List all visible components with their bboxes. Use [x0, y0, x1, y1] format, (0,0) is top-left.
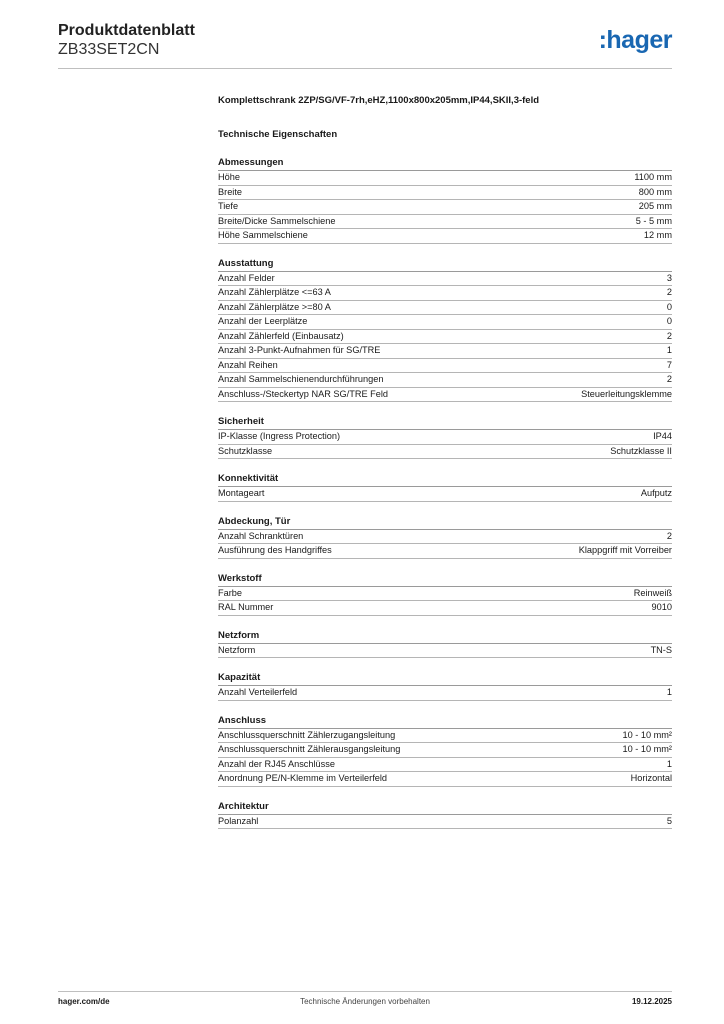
- property-value: 0: [666, 316, 672, 326]
- property-row: [218, 587, 672, 602]
- property-section: [218, 672, 672, 701]
- property-row: [218, 301, 672, 316]
- property-section: [218, 801, 672, 830]
- property-label: Anschluss-/Steckertyp NAR SG/TRE Feld: [218, 388, 389, 399]
- property-label: Höhe: [218, 172, 240, 182]
- property-row: [218, 530, 672, 545]
- property-label: Breite: [218, 186, 243, 197]
- property-label: Anzahl Sammelschienendurchführungen: [218, 374, 384, 384]
- page-footer: [58, 997, 672, 1009]
- property-row: [218, 601, 672, 616]
- property-row: [218, 644, 672, 659]
- property-label: Montageart: [218, 488, 265, 498]
- property-label: Anzahl der Leerplätze: [218, 316, 308, 326]
- section-title: Ausstattung: [218, 258, 672, 272]
- property-value: 1: [666, 758, 672, 769]
- hager-logo: [599, 26, 672, 55]
- property-value: Horizontal: [630, 773, 672, 783]
- datasheet-content: [218, 95, 672, 829]
- property-row: [218, 330, 672, 345]
- property-row: [218, 215, 672, 230]
- property-label: Netzform: [218, 644, 256, 655]
- property-section: [218, 715, 672, 787]
- property-section: [218, 416, 672, 459]
- property-label: Anzahl der RJ45 Anschlüsse: [218, 758, 335, 769]
- property-row: [218, 772, 672, 787]
- property-label: Anzahl Zählerplätze <=63 A: [218, 287, 331, 297]
- property-value: IP44: [653, 431, 672, 441]
- property-label: Anschlussquerschnitt Zählerausgangsleitung: [218, 744, 401, 754]
- section-title: Anschluss: [218, 715, 672, 729]
- document-title: Produktdatenblatt: [58, 22, 195, 39]
- property-row: [218, 758, 672, 773]
- property-value: 12 mm: [643, 230, 672, 240]
- property-value: 0: [666, 301, 672, 312]
- property-row: [218, 743, 672, 758]
- product-description: Komplettschrank 2ZP/SG/VF-7rh,eHZ,1100x800x205mm,IP44,SKII,3-feld: [218, 95, 540, 106]
- property-section: [218, 473, 672, 502]
- property-label: Anzahl Felder: [218, 272, 275, 283]
- property-label: IP-Klasse (Ingress Protection): [218, 431, 341, 441]
- section-title: Netzform: [218, 630, 672, 644]
- footer-divider: [58, 991, 672, 992]
- property-label: Polanzahl: [218, 815, 259, 826]
- property-row: [218, 229, 672, 244]
- section-title: Sicherheit: [218, 416, 672, 430]
- property-label: Anzahl Reihen: [218, 359, 278, 370]
- property-label: Schutzklasse: [218, 445, 273, 456]
- property-row: [218, 388, 672, 403]
- property-row: [218, 359, 672, 374]
- property-row: [218, 544, 672, 559]
- property-label: Anzahl Zählerfeld (Einbausatz): [218, 330, 344, 341]
- property-label: Ausführung des Handgriffes: [218, 545, 332, 555]
- property-value: 10 - 10 mm²: [622, 744, 672, 754]
- property-label: Anzahl Zählerplätze >=80 A: [218, 301, 331, 312]
- property-value: Steuerleitungsklemme: [581, 388, 672, 399]
- property-value: Reinweiß: [633, 587, 672, 598]
- property-label: Anzahl Schranktüren: [218, 530, 304, 541]
- property-value: 9010: [651, 602, 672, 612]
- property-row: [218, 186, 672, 201]
- property-label: Breite/Dicke Sammelschiene: [218, 215, 336, 226]
- logo-dots: :: [598, 26, 607, 54]
- property-value: 205 mm: [638, 201, 672, 211]
- property-value: TN-S: [650, 644, 672, 655]
- property-section: [218, 258, 672, 403]
- property-row: [218, 815, 672, 830]
- property-row: [218, 430, 672, 445]
- property-label: Anzahl Verteilerfeld: [218, 687, 298, 697]
- section-title: Werkstoff: [218, 573, 672, 587]
- section-title: Abdeckung, Tür: [218, 516, 672, 530]
- property-value: 10 - 10 mm²: [622, 729, 672, 740]
- property-row: [218, 272, 672, 287]
- property-value: Schutzklasse II: [610, 445, 672, 456]
- section-title: Abmessungen: [218, 157, 672, 171]
- property-label: Tiefe: [218, 201, 239, 211]
- property-value: 2: [666, 530, 672, 541]
- property-label: Anordnung PE/N-Klemme im Verteilerfeld: [218, 773, 388, 783]
- footer-disclaimer: Technische Änderungen vorbehalten: [300, 997, 430, 1006]
- property-value: 5: [666, 815, 672, 826]
- property-value: 1: [666, 345, 672, 355]
- section-title: Konnektivität: [218, 473, 672, 487]
- section-title: Architektur: [218, 801, 672, 815]
- property-label: RAL Nummer: [218, 602, 274, 612]
- properties-sections: [218, 157, 672, 829]
- product-code: ZB33SET2CN: [58, 41, 160, 58]
- property-section: [218, 516, 672, 559]
- property-row: [218, 200, 672, 215]
- property-row: [218, 487, 672, 502]
- property-section: [218, 630, 672, 659]
- property-label: Anschlussquerschnitt Zählerzugangsleitung: [218, 729, 396, 740]
- property-value: 2: [666, 374, 672, 384]
- property-value: 2: [666, 330, 672, 341]
- property-value: 800 mm: [638, 186, 672, 197]
- property-value: Klappgriff mit Vorreiber: [578, 545, 672, 555]
- property-row: [218, 315, 672, 330]
- header-divider: [58, 68, 672, 69]
- property-label: Anzahl 3-Punkt-Aufnahmen für SG/TRE: [218, 345, 381, 355]
- property-row: [218, 286, 672, 301]
- footer-website: hager.com/de: [58, 997, 110, 1006]
- property-row: [218, 445, 672, 460]
- property-row: [218, 344, 672, 359]
- property-label: Höhe Sammelschiene: [218, 230, 308, 240]
- page-header: [58, 21, 672, 71]
- property-section: [218, 157, 672, 244]
- property-value: 5 - 5 mm: [635, 215, 672, 226]
- property-value: 7: [666, 359, 672, 370]
- property-row: [218, 686, 672, 701]
- properties-heading: Technische Eigenschaften: [218, 129, 338, 140]
- property-value: Aufputz: [640, 488, 672, 498]
- property-label: Farbe: [218, 587, 243, 598]
- property-value: 1100 mm: [634, 172, 672, 182]
- property-row: [218, 373, 672, 388]
- property-section: [218, 573, 672, 616]
- property-row: [218, 729, 672, 744]
- section-title: Kapazität: [218, 672, 672, 686]
- property-value: 3: [666, 272, 672, 283]
- property-value: 1: [666, 687, 672, 697]
- property-row: [218, 171, 672, 186]
- property-value: 2: [666, 287, 672, 297]
- footer-date: 19.12.2025: [631, 997, 672, 1006]
- logo-text: hager: [606, 26, 672, 54]
